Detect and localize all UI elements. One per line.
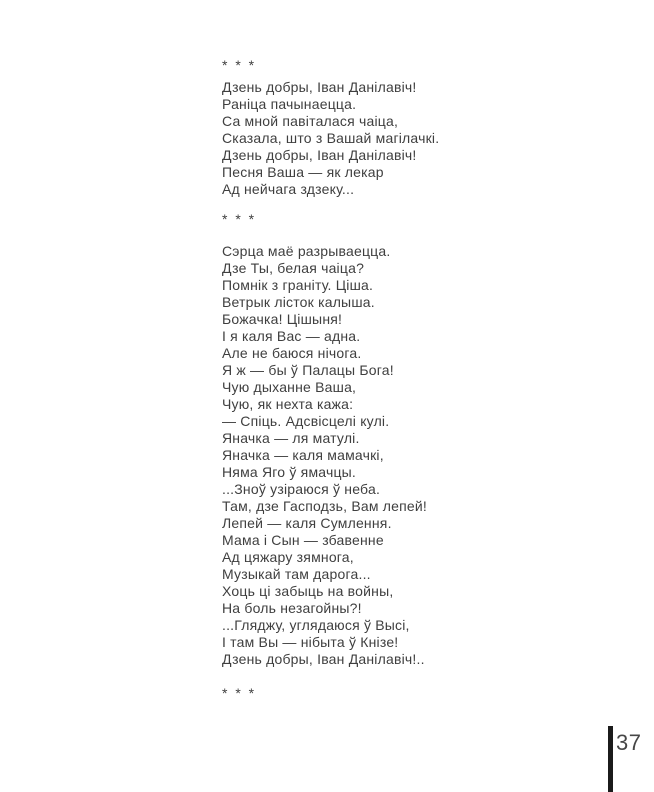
stanza-separator: * * * xyxy=(222,685,257,701)
poem-line: Яначка — ля матулі. xyxy=(222,430,360,446)
poem-line: Хоць ці забыць на войны, xyxy=(222,583,394,599)
poem-line: Там, дзе Гасподзь, Вам лепей! xyxy=(222,498,427,514)
poem-line: Сэрца маё разрываецца. xyxy=(222,243,391,259)
poem-line: Ад цяжару зямнога, xyxy=(222,549,354,565)
poem-line: Дзе Ты, белая чаіца? xyxy=(222,260,365,276)
poem-line: Я ж — бы ў Палацы Бога! xyxy=(222,362,394,378)
poem-line: Лепей — каля Сумлення. xyxy=(222,515,392,531)
poem-line: Але не баюся нічога. xyxy=(222,345,362,361)
poem-line: Помнік з граніту. Ціша. xyxy=(222,277,374,293)
poem-line: Раніца пачынаецца. xyxy=(222,96,357,112)
poem-line: Чую, як нехта кажа: xyxy=(222,396,354,412)
poem-line: Ад нейчага здзеку... xyxy=(222,181,355,197)
poem-line: На боль незагойны?! xyxy=(222,600,362,616)
stanza-1 xyxy=(222,79,439,198)
poem-line: Песня Ваша — як лекар xyxy=(222,164,384,180)
poem-line: І там Вы — нібыта ў Кнізе! xyxy=(222,634,399,650)
poem-line: Яначка — каля мамачкі, xyxy=(222,447,384,463)
page-edge-bar xyxy=(608,726,613,792)
poem-text-block xyxy=(222,57,439,702)
poem-line: І я каля Вас — адна. xyxy=(222,328,361,344)
poem-line: Дзень добры, Іван Данілавіч! xyxy=(222,79,417,95)
stanza-separator: * * * xyxy=(222,57,257,73)
page-number: 37 xyxy=(616,730,642,755)
poem-line: Чую дыханне Ваша, xyxy=(222,379,357,395)
stanza-separator: * * * xyxy=(222,211,257,227)
poem-line: Мама і Сын — збавенне xyxy=(222,532,384,548)
poem-line: ...Зноў узіраюся ў неба. xyxy=(222,481,381,497)
stanza-2 xyxy=(222,243,439,668)
poem-line: Дзень добры, Іван Данілавіч!.. xyxy=(222,651,425,667)
poem-line: Няма Яго ў ямачцы. xyxy=(222,464,357,480)
poem-line: Сказала, што з Вашай магілачкі. xyxy=(222,130,440,146)
poem-line: Са мной павіталася чаіца, xyxy=(222,113,399,129)
poem-line: Божачка! Цішыня! xyxy=(222,311,343,327)
poem-line: Дзень добры, Іван Данілавіч! xyxy=(222,147,417,163)
poem-line: Ветрык лісток калыша. xyxy=(222,294,375,310)
poem-line: — Спіць. Адсвісцелі кулі. xyxy=(222,413,390,429)
poem-line: Музыкай там дарога... xyxy=(222,566,371,582)
poem-line: ...Гляджу, углядаюся ў Высі, xyxy=(222,617,410,633)
